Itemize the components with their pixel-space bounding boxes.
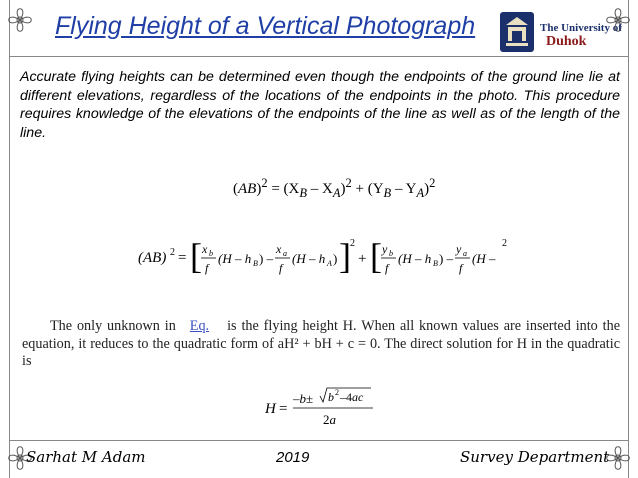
frame-bottom-line xyxy=(9,440,629,441)
svg-text:=: = xyxy=(279,401,288,417)
svg-text:): ) xyxy=(333,251,338,266)
svg-text:y: y xyxy=(382,242,388,256)
university-logo xyxy=(500,12,534,52)
body-text-rest: is the flying height H. When all known values are inserted into the equation, it reduces to the quadratic form of aH² + bH + c = 0. The direct solution for H in the quadratic is xyxy=(22,318,620,369)
intro-paragraph: Accurate flying heights can be determined even though the endpoints of the ground line lie at different elevations, regardless of the locations of the endpoints in the photo. This procedure requires knowledge of the elevations of the endpoints of the line as well as of the length of the line. xyxy=(20,69,620,141)
university-crest-icon xyxy=(500,12,534,52)
svg-text:b: b xyxy=(209,249,213,258)
university-name-line1: The University of xyxy=(540,22,622,34)
frame-left-line xyxy=(9,0,10,478)
svg-text:b: b xyxy=(328,390,334,404)
svg-text:f: f xyxy=(205,261,209,275)
flower-ornament-icon xyxy=(0,0,40,40)
flower-ornament-icon xyxy=(598,0,638,40)
university-name-line2: Duhok xyxy=(546,34,587,49)
footer-year: 2019 xyxy=(276,449,310,466)
svg-text:=: = xyxy=(178,250,187,266)
svg-text:H: H xyxy=(265,401,276,417)
svg-text:]: ] xyxy=(339,236,351,276)
svg-text:x: x xyxy=(276,242,282,256)
footer-department: Survey Department xyxy=(460,448,610,466)
svg-text:(H – h: (H – h xyxy=(292,251,326,266)
svg-text:2: 2 xyxy=(170,247,175,258)
svg-text:–b±: –b± xyxy=(293,391,314,406)
svg-text:2: 2 xyxy=(502,238,507,249)
equation-expanded xyxy=(138,234,508,280)
svg-text:[: [ xyxy=(370,236,382,276)
svg-text:[: [ xyxy=(190,236,202,276)
svg-text:y: y xyxy=(456,242,462,256)
equation-quadratic-solution xyxy=(265,386,375,430)
page-title: Flying Height of a Vertical Photograph xyxy=(55,12,476,40)
body-text xyxy=(22,318,620,371)
svg-text:2: 2 xyxy=(335,388,339,397)
svg-text:b: b xyxy=(389,249,393,258)
svg-text:B: B xyxy=(433,259,438,268)
svg-text:(H – h: (H – h xyxy=(218,251,252,266)
svg-text:A: A xyxy=(327,259,332,268)
svg-text:(H – h: (H – h xyxy=(398,251,432,266)
svg-text:a: a xyxy=(283,249,287,258)
svg-text:2a: 2a xyxy=(323,412,336,427)
svg-text:a: a xyxy=(463,249,467,258)
svg-text:B: B xyxy=(253,259,258,268)
frame-right-line xyxy=(628,0,629,478)
svg-text:f: f xyxy=(459,261,463,275)
svg-text:–4ac: –4ac xyxy=(340,390,364,404)
frame-top-line xyxy=(9,56,629,57)
svg-text:+: + xyxy=(358,251,367,267)
footer-author: Sarhat M Adam xyxy=(26,448,146,466)
svg-text:) –: ) – xyxy=(439,251,454,266)
svg-text:2: 2 xyxy=(350,238,355,249)
svg-text:(H –: (H – xyxy=(472,251,496,266)
svg-text:f: f xyxy=(385,261,389,275)
svg-text:x: x xyxy=(202,242,208,256)
body-text-start: The only unknown in xyxy=(50,318,176,334)
svg-text:f: f xyxy=(279,261,283,275)
svg-text:) –: ) – xyxy=(259,251,274,266)
svg-text:(AB): (AB) xyxy=(138,250,167,266)
equation-link[interactable]: Eq. xyxy=(189,318,210,334)
equation-distance: $(AB)^2 = (X_B - X_A)^2 + (Y_B - Y_A)^2$ xyxy=(233,176,436,200)
